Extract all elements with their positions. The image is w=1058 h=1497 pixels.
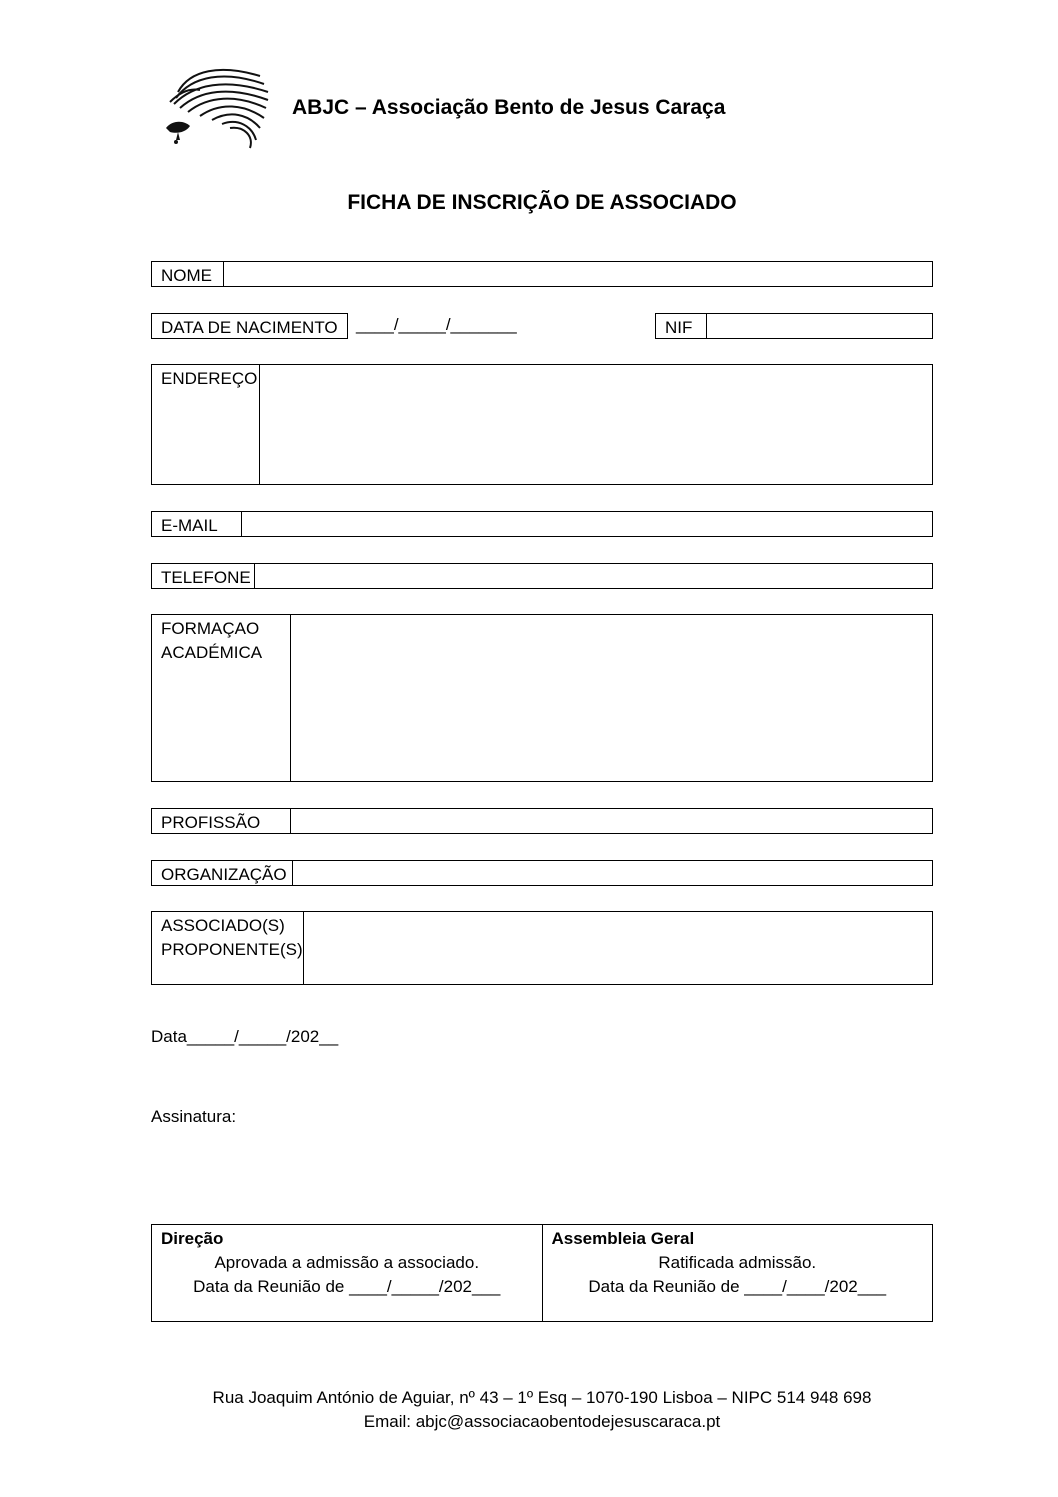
form-title: FICHA DE INSCRIÇÃO DE ASSOCIADO: [347, 191, 737, 214]
telefone-field: [151, 563, 933, 589]
formacao-label: [152, 615, 291, 781]
formacao-field: [151, 614, 933, 782]
proponentes-field: [151, 911, 933, 985]
approval-table: [151, 1224, 933, 1322]
nome-label: NOME: [152, 262, 224, 286]
email-field: [151, 511, 933, 537]
endereco-input[interactable]: [260, 365, 932, 484]
organizacao-label: ORGANIZAÇÃO: [152, 861, 293, 885]
profissao-input[interactable]: [291, 809, 932, 833]
email-input[interactable]: [242, 512, 932, 536]
birthdate-label: DATA DE NACIMENTO: [161, 318, 338, 337]
date-line[interactable]: Data_____/_____/202__: [151, 1027, 339, 1046]
abjc-logo: [160, 62, 272, 152]
organization-title: ABJC – Associação Bento de Jesus Caraça: [292, 96, 726, 119]
birthdate-blank[interactable]: ____/_____/_______: [356, 315, 517, 334]
telefone-label: TELEFONE: [152, 564, 255, 588]
direcao-cell: [152, 1225, 542, 1321]
formacao-label-line1: FORMAÇAO: [161, 619, 260, 638]
assembleia-title: Assembleia Geral: [551, 1229, 695, 1248]
endereco-label: ENDEREÇO: [152, 365, 260, 484]
telefone-input[interactable]: [255, 564, 932, 588]
proponentes-label: [152, 912, 304, 984]
nome-input[interactable]: [224, 262, 932, 286]
birthdate-label-box: [151, 313, 348, 339]
formacao-label-line2: ACADÉMICA: [161, 643, 263, 662]
nif-label: NIF: [656, 314, 707, 338]
assembleia-line1: Ratificada admissão.: [658, 1253, 817, 1272]
assembleia-cell: [542, 1225, 933, 1321]
footer-email: Email: abjc@associacaobentodejesuscaraca.pt: [363, 1412, 721, 1431]
direcao-meeting-date[interactable]: Data da Reunião de ____/_____/202___: [193, 1277, 501, 1296]
signature-label: Assinatura:: [151, 1107, 237, 1126]
organizacao-field: [151, 860, 933, 886]
direcao-title: Direção: [161, 1229, 224, 1248]
proponentes-label-line2: PROPONENTE(S): [161, 940, 303, 959]
email-label: E-MAIL: [152, 512, 242, 536]
formacao-input[interactable]: [291, 615, 932, 781]
profissao-field: [151, 808, 933, 834]
proponentes-input[interactable]: [304, 912, 932, 984]
profissao-label: PROFISSÃO: [152, 809, 291, 833]
proponentes-label-line1: ASSOCIADO(S): [161, 916, 285, 935]
nome-field: [151, 261, 933, 287]
endereco-field: [151, 364, 933, 485]
assembleia-meeting-date[interactable]: Data da Reunião de ____/____/202___: [588, 1277, 887, 1296]
nif-input[interactable]: [707, 314, 932, 338]
organizacao-input[interactable]: [293, 861, 932, 885]
nif-field: [655, 313, 933, 339]
direcao-line1: Aprovada a admissão a associado.: [214, 1253, 480, 1272]
footer-address: Rua Joaquim António de Aguiar, nº 43 – 1º Esq – 1070-190 Lisboa – NIPC 514 948 698: [212, 1388, 872, 1407]
